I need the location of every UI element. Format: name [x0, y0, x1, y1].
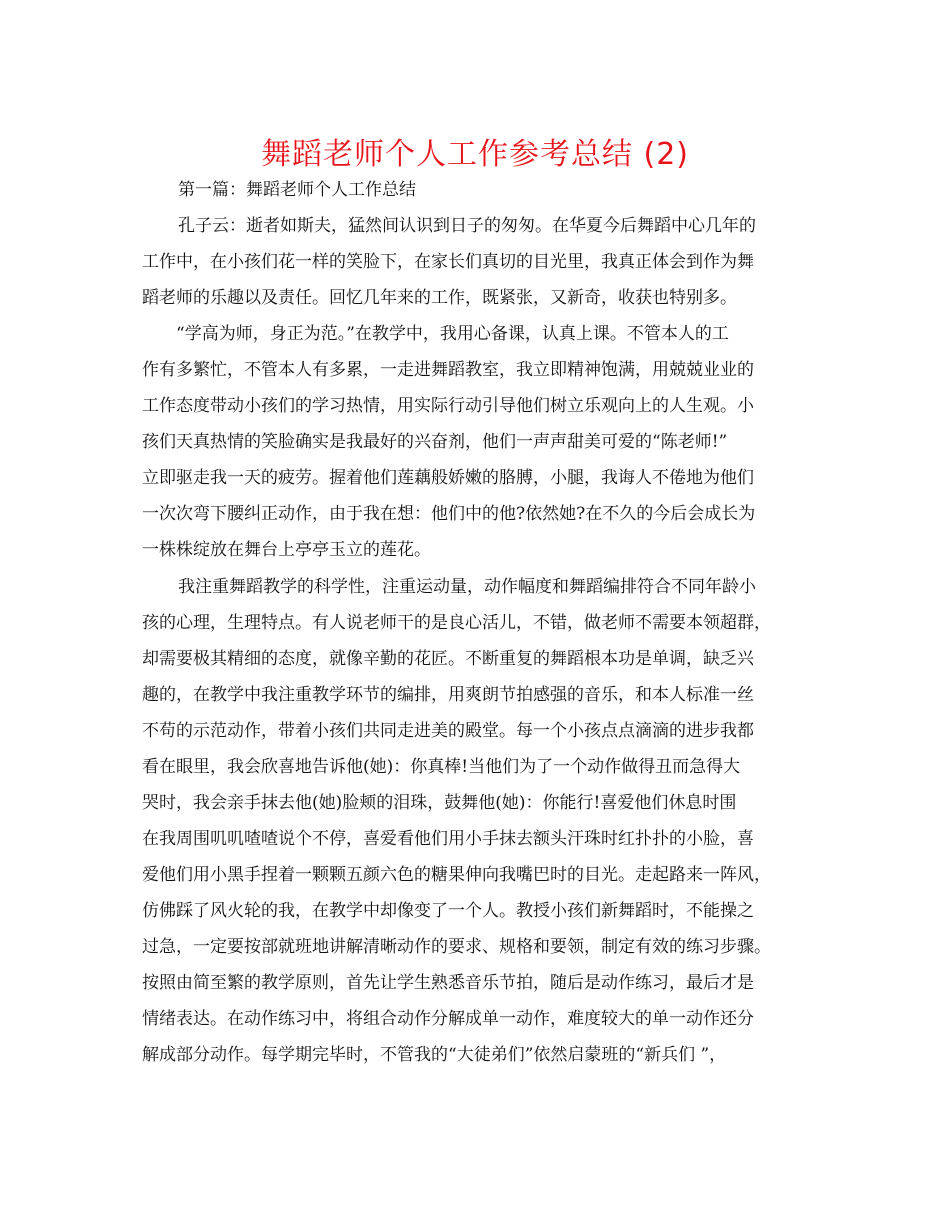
document-title: 舞蹈老师个人工作参考总结 (2) — [260, 137, 690, 172]
paragraph-line: 过急，一定要按部就班地讲解清晰动作的要求、规格和要领，制定有效的练习步骤。 — [142, 937, 771, 957]
paragraph-line: 作有多繁忙，不管本人有多累，一走进舞蹈教室，我立即精神饱满，用兢兢业业的 — [142, 360, 754, 380]
paragraph-line: 在我周围叽叽喳喳说个不停，喜爱看他们用小手抹去额头汗珠时红扑扑的小脸，喜 — [142, 829, 754, 849]
paragraph-line: 工作态度带动小孩们的学习热情，用实际行动引导他们树立乐观向上的人生观。小 — [142, 396, 754, 416]
paragraph-line: 一次次弯下腰纠正动作，由于我在想：他们中的他?依然她?在不久的今后会成长为 — [142, 504, 756, 524]
paragraph-line: 解成部分动作。每学期完毕时，不管我的“大徒弟们”依然启蒙班的“新兵们 ”， — [142, 1045, 727, 1065]
paragraph-line: 情绪表达。在动作练习中，将组合动作分解成单一动作，难度较大的单一动作还分 — [142, 1009, 754, 1029]
paragraph-line: 却需要极其精细的态度，就像辛勤的花匠。不断重复的舞蹈根本功是单调，缺乏兴 — [142, 649, 754, 669]
paragraph-line: 工作中，在小孩们花一样的笑脸下，在家长们真切的目光里，我真正体会到作为舞 — [142, 252, 754, 272]
paragraph-line: 孩的心理，生理特点。有人说老师干的是良心活儿，不错，做老师不需要本领超群， — [142, 613, 771, 633]
paragraph-line: “学高为师，身正为范。”在教学中，我用心备课，认真上课。不管本人的工 — [176, 324, 729, 344]
paragraph-line: 仿佛踩了风火轮的我，在教学中却像变了一个人。教授小孩们新舞蹈时，不能操之 — [142, 901, 754, 921]
paragraph-line: 蹈老师的乐趣以及责任。回忆几年来的工作，既紧张，又新奇，收获也特别多。 — [142, 288, 737, 308]
section-heading: 第一篇：舞蹈老师个人工作总结 — [178, 180, 416, 200]
paragraph-line: 立即驱走我一天的疲劳。握着他们莲藕般娇嫩的胳膊，小腿，我诲人不倦地为他们 — [142, 468, 754, 488]
paragraph-line: 孩们天真热情的笑脸确实是我最好的兴奋剂，他们一声声甜美可爱的“陈老师!” — [142, 432, 728, 452]
paragraph-line: 不苟的示范动作，带着小孩们共同走进美的殿堂。每一个小孩点点滴滴的进步我都 — [142, 721, 754, 741]
paragraph-line: 趣的，在教学中我注重教学环节的编排，用爽朗节拍感强的音乐，和本人标准一丝 — [142, 685, 754, 705]
paragraph-line: 我注重舞蹈教学的科学性，注重运动量，动作幅度和舞蹈编排符合不同年龄小 — [178, 577, 756, 597]
paragraph-line: 哭时，我会亲手抹去他(她)脸颊的泪珠，鼓舞他(她)：你能行!喜爱他们休息时围 — [142, 793, 737, 813]
paragraph-line: 看在眼里，我会欣喜地告诉他(她)：你真棒!当他们为了一个动作做得丑而急得大 — [142, 757, 741, 777]
paragraph-line: 爱他们用小黑手捏着一颗颗五颜六色的糖果伸向我嘴巴时的目光。走起路来一阵风， — [142, 865, 771, 885]
paragraph-line: 孔子云：逝者如斯夫，猛然间认识到日子的匆匆。在华夏今后舞蹈中心几年的 — [178, 216, 756, 236]
paragraph-line: 一株株绽放在舞台上亭亭玉立的莲花。 — [142, 540, 431, 560]
paragraph-line: 按照由简至繁的教学原则，首先让学生熟悉音乐节拍，随后是动作练习，最后才是 — [142, 973, 754, 993]
